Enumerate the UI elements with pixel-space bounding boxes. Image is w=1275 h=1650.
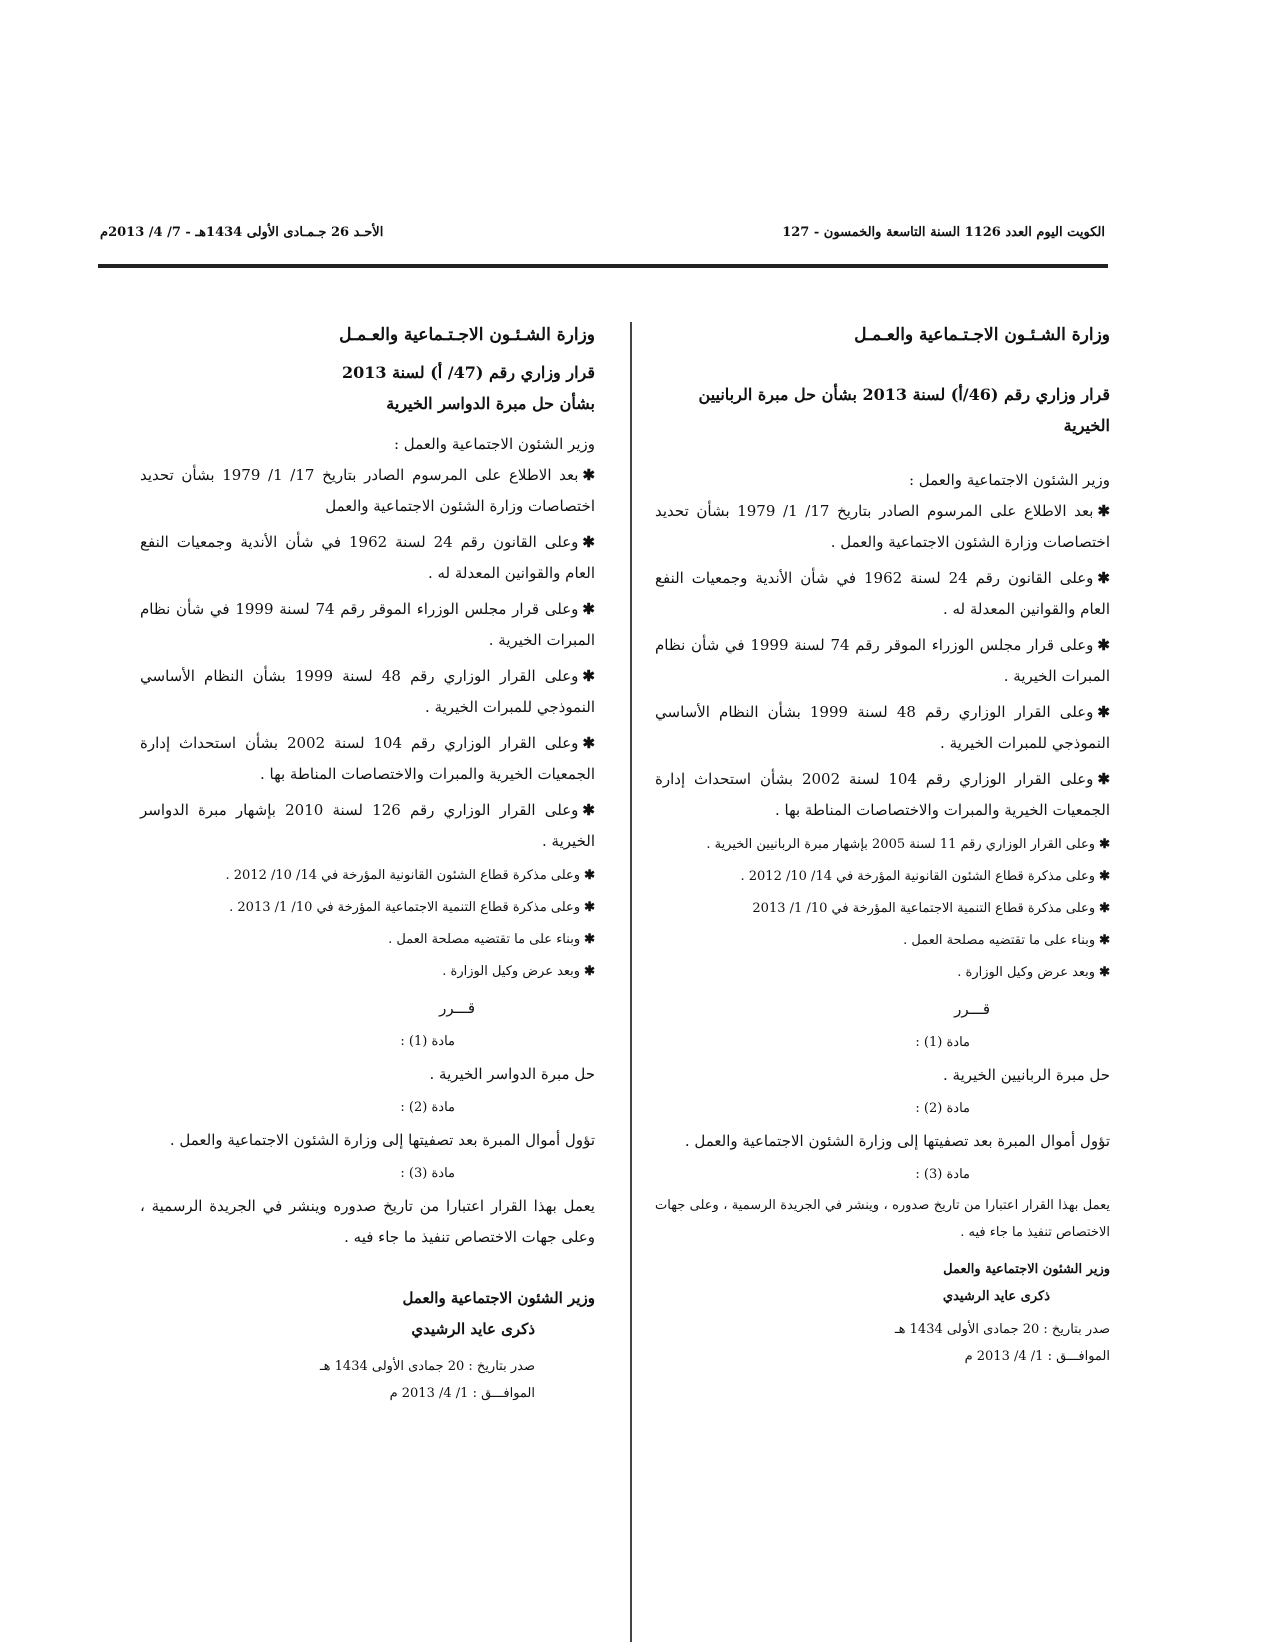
decided-heading: قـــرر xyxy=(954,1000,990,1018)
article-3-text: يعمل بهذا القرار اعتبارا من تاريخ صدوره ، وينشر في الجريدة الرسمية ، وعلى جهات الاختصاص تنفيذ ما جاء فيه . xyxy=(655,1198,1110,1240)
article-2-text: تؤول أموال المبرة بعد تصفيتها إلى وزارة الشئون الاجتماعية والعمل . xyxy=(169,1131,595,1149)
bullet-star-icon: ✱ xyxy=(1099,901,1110,916)
bullet-star-icon: ✱ xyxy=(584,868,595,883)
signatory-title: وزير الشئون الاجتماعية والعمل xyxy=(943,1262,1110,1277)
preamble-clause: ✱وبناء على ما تقتضيه مصلحة العمل . xyxy=(903,933,1110,948)
article-3-label: مادة (3) : xyxy=(400,1166,455,1181)
preamble-clause: ✱وبناء على ما تقتضيه مصلحة العمل . xyxy=(388,932,595,947)
preamble-clause: ✱وبعد عرض وكيل الوزارة . xyxy=(442,964,595,979)
preamble-clause: ✱وعلى القرار الوزاري رقم 11 لسنة 2005 بإشهار مبرة الربانيين الخيرية . xyxy=(706,837,1110,852)
preamble-clause: ✱وعلى قرار مجلس الوزراء الموقر رقم 74 لسنة 1999 في شأن نظام المبرات الخيرية . xyxy=(140,600,595,649)
bullet-star-icon: ✱ xyxy=(584,932,595,947)
preamble-clause: ✱وعلى قرار مجلس الوزراء الموقر رقم 74 لسنة 1999 في شأن نظام المبرات الخيرية . xyxy=(655,636,1110,685)
bullet-star-icon: ✱ xyxy=(1099,869,1110,884)
article-3-text: يعمل بهذا القرار اعتبارا من تاريخ صدوره وينشر في الجريدة الرسمية ، وعلى جهات الاختصاص تنفيذ ما جاء فيه . xyxy=(140,1197,595,1246)
decision-46-column xyxy=(655,320,1110,1370)
preamble-clause: ✱وعلى القرار الوزاري رقم 104 لسنة 2002 بشأن استحداث إدارة الجمعيات الخيرية والمبرات والاختصاصات المناطة بها . xyxy=(140,734,596,783)
signatory-name: ذكرى عايد الرشيدي xyxy=(411,1320,535,1338)
bullet-star-icon: ✱ xyxy=(582,801,595,819)
bullet-star-icon: ✱ xyxy=(1097,636,1110,654)
bullet-star-icon: ✱ xyxy=(1099,837,1110,852)
bullet-star-icon: ✱ xyxy=(1097,703,1110,721)
page-header-issue: الكويت اليوم العدد 1126 السنة التاسعة والخمسون - 127 xyxy=(782,225,1105,240)
decided-heading: قـــرر xyxy=(439,999,475,1017)
bullet-star-icon: ✱ xyxy=(1099,933,1110,948)
decision-subject: بشأن حل مبرة الدواسر الخيرية xyxy=(386,394,595,413)
article-1-label: مادة (1) : xyxy=(400,1034,455,1049)
decision-intro: وزير الشئون الاجتماعية والعمل : xyxy=(908,471,1110,489)
bullet-star-icon: ✱ xyxy=(582,667,595,685)
preamble-clause: ✱وعلى القرار الوزاري رقم 48 لسنة 1999 بشأن النظام الأساسي النموذجي للمبرات الخيرية . xyxy=(140,667,595,716)
preamble-clause: ✱وعلى القرار الوزاري رقم 126 لسنة 2010 بإشهار مبرة الدواسر الخيرية . xyxy=(140,801,595,850)
preamble-clause: ✱وعلى مذكرة قطاع الشئون القانونية المؤرخة في 14/ 10/ 2012 . xyxy=(740,869,1110,884)
issue-date: صدر بتاريخ : 20 جمادى الأولى 1434 هـ xyxy=(319,1359,535,1374)
preamble-clause: ✱وعلى القرار الوزاري رقم 48 لسنة 1999 بشأن النظام الأساسي النموذجي للمبرات الخيرية . xyxy=(655,703,1110,752)
bullet-star-icon: ✱ xyxy=(1097,569,1110,587)
article-3-label: مادة (3) : xyxy=(915,1167,970,1182)
gregorian-date: الموافـــق : 1/ 4/ 2013 م xyxy=(964,1349,1110,1364)
preamble-clause: ✱بعد الاطلاع على المرسوم الصادر بتاريخ 17/ 1/ 1979 بشأن تحديد اختصاصات وزارة الشئون الاجتماعية والعمل . xyxy=(655,502,1111,551)
bullet-star-icon: ✱ xyxy=(1097,502,1111,520)
bullet-star-icon: ✱ xyxy=(1099,965,1110,980)
preamble-clause: ✱وبعد عرض وكيل الوزارة . xyxy=(957,965,1110,980)
gregorian-date: الموافـــق : 1/ 4/ 2013 م xyxy=(389,1386,535,1401)
decision-title: قرار وزاري رقم (46/أ) لسنة 2013 بشأن حل مبرة الربانيين الخيرية xyxy=(698,385,1110,435)
page-header-date: الأحـد 26 جـمـادى الأولى 1434هـ - 7/ 4/ 2013م xyxy=(100,225,384,240)
decision-title: قرار وزاري رقم (47/ أ) لسنة 2013 xyxy=(341,363,595,382)
bullet-star-icon: ✱ xyxy=(582,600,595,618)
bullet-star-icon: ✱ xyxy=(582,734,596,752)
article-1-text: حل مبرة الدواسر الخيرية . xyxy=(429,1065,595,1083)
decision-47-column xyxy=(140,320,595,1407)
column-divider xyxy=(630,322,632,1642)
preamble-clause: ✱وعلى مذكرة قطاع التنمية الاجتماعية المؤرخة في 10/ 1/ 2013 xyxy=(752,901,1110,916)
article-2-text: تؤول أموال المبرة بعد تصفيتها إلى وزارة الشئون الاجتماعية والعمل . xyxy=(684,1132,1110,1150)
preamble-clause: ✱وعلى القرار الوزاري رقم 104 لسنة 2002 بشأن استحداث إدارة الجمعيات الخيرية والمبرات والاختصاصات المناطة بها . xyxy=(655,770,1111,819)
preamble-clause: ✱وعلى مذكرة قطاع التنمية الاجتماعية المؤرخة في 10/ 1/ 2013 . xyxy=(229,900,595,915)
bullet-star-icon: ✱ xyxy=(584,900,595,915)
decision-intro: وزير الشئون الاجتماعية والعمل : xyxy=(393,435,595,453)
issue-date: صدر بتاريخ : 20 جمادى الأولى 1434 هـ xyxy=(894,1322,1110,1337)
preamble-clause: ✱وعلى مذكرة قطاع الشئون القانونية المؤرخة في 14/ 10/ 2012 . xyxy=(225,868,595,883)
bullet-star-icon: ✱ xyxy=(1097,770,1111,788)
bullet-star-icon: ✱ xyxy=(582,533,595,551)
bullet-star-icon: ✱ xyxy=(582,466,596,484)
article-2-label: مادة (2) : xyxy=(400,1100,455,1115)
preamble-clause: ✱وعلى القانون رقم 24 لسنة 1962 في شأن الأندية وجمعيات النفع العام والقوانين المعدلة له . xyxy=(655,569,1110,618)
article-1-label: مادة (1) : xyxy=(915,1035,970,1050)
ministry-heading: وزارة الشـئـون الاجـتـماعية والعـمـل xyxy=(339,325,595,345)
article-1-text: حل مبرة الربانيين الخيرية . xyxy=(942,1066,1110,1084)
ministry-heading: وزارة الشـئـون الاجـتـماعية والعـمـل xyxy=(854,325,1110,345)
signatory-name: ذكرى عايد الرشيدي xyxy=(942,1289,1050,1304)
article-2-label: مادة (2) : xyxy=(915,1101,970,1116)
preamble-clause: ✱بعد الاطلاع على المرسوم الصادر بتاريخ 17/ 1/ 1979 بشأن تحديد اختصاصات وزارة الشئون الاجتماعية والعمل xyxy=(140,466,596,515)
signatory-title: وزير الشئون الاجتماعية والعمل xyxy=(402,1289,595,1307)
header-rule xyxy=(98,264,1108,268)
preamble-clause: ✱وعلى القانون رقم 24 لسنة 1962 في شأن الأندية وجمعيات النفع العام والقوانين المعدلة له . xyxy=(140,533,595,582)
bullet-star-icon: ✱ xyxy=(584,964,595,979)
